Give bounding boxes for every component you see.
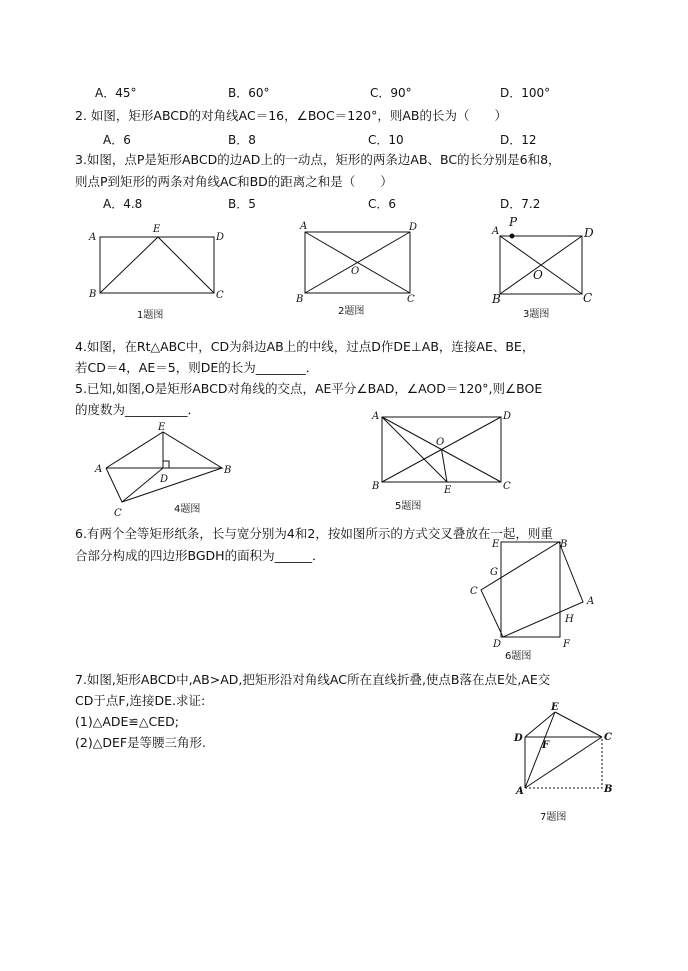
q1-option-d: D．100° bbox=[500, 86, 551, 100]
q3-option-a: A．4.8 bbox=[103, 197, 143, 211]
f4-label-c: C bbox=[114, 508, 122, 519]
f3-label-o: O bbox=[533, 268, 543, 282]
q6-line2: 合部分构成的四边形BGDH的面积为______． bbox=[75, 548, 325, 563]
f5-label-c: C bbox=[503, 481, 511, 492]
q7-line2: CD于点F,连接DE.求证: bbox=[75, 693, 206, 708]
f1-triangle-sides bbox=[100, 237, 214, 293]
f7-label-b: B bbox=[604, 784, 613, 795]
f6-caption: 6题图 bbox=[505, 651, 532, 662]
q1-option-b: B．60° bbox=[228, 86, 270, 100]
q1-option-c: C．90° bbox=[370, 86, 412, 100]
q7-line1: 7.如图,矩形ABCD中,AB>AD,把矩形沿对角线AC所在直线折叠,使点B落在点E处,AE交 bbox=[75, 672, 551, 687]
q2-option-a: A．6 bbox=[103, 133, 131, 147]
f5-bisector-ae bbox=[382, 417, 447, 482]
f1-caption: 1题图 bbox=[137, 310, 164, 321]
f6-label-a: A bbox=[587, 596, 595, 607]
q6-line1: 6.有两个全等矩形纸条，长与宽分别为4和2，按如图所示的方式交叉叠放在一起，则重 bbox=[75, 526, 553, 541]
f7-label-e: E bbox=[551, 702, 559, 713]
f6-label-d: D bbox=[493, 639, 502, 650]
f6-label-c: C bbox=[470, 586, 478, 597]
f5-label-e: E bbox=[444, 485, 452, 496]
figure-1 bbox=[85, 220, 235, 325]
f3-label-p: P bbox=[509, 215, 518, 229]
f4-caption: 4题图 bbox=[174, 504, 201, 515]
q2-option-b: B．8 bbox=[228, 133, 256, 147]
f1-label-c: C bbox=[216, 290, 224, 301]
f7-label-a: A bbox=[516, 786, 524, 797]
figure-7 bbox=[505, 700, 630, 825]
q5-line2: 的度数为__________． bbox=[75, 402, 201, 417]
f7-side-ec bbox=[555, 712, 602, 737]
f2-label-d: D bbox=[409, 222, 418, 233]
f7-diagonal-ac bbox=[525, 737, 602, 788]
f3-label-a: A bbox=[492, 226, 500, 237]
f6-vertical-strip bbox=[501, 542, 560, 637]
f6-label-g: G bbox=[490, 567, 498, 578]
f6-label-h: H bbox=[565, 614, 574, 625]
f5-label-d: D bbox=[503, 411, 512, 422]
f6-label-b: B bbox=[560, 539, 568, 550]
q3-line1: 3.如图，点P是矩形ABCD的边AD上的一动点，矩形的两条边AB、BC的长分别是6和8， bbox=[75, 152, 561, 167]
f4-label-b: B bbox=[224, 465, 232, 476]
f6-label-f: F bbox=[563, 639, 570, 650]
figure-3 bbox=[485, 213, 605, 323]
f2-label-b: B bbox=[296, 294, 304, 305]
f2-label-a: A bbox=[300, 221, 308, 232]
f7-side-ae bbox=[525, 712, 555, 788]
f7-label-f: F bbox=[542, 740, 550, 751]
f4-right-angle-mark bbox=[163, 461, 169, 468]
f2-label-c: C bbox=[407, 294, 415, 305]
f1-label-b: B bbox=[89, 289, 97, 300]
f1-label-e: E bbox=[153, 224, 161, 235]
f5-label-o: O bbox=[436, 437, 445, 448]
q3-option-b: B．5 bbox=[228, 197, 256, 211]
q5-line1: 5.已知,如图,O是矩形ABCD对角线的交点，AE平分∠BAD，∠AOD＝120°,则∠BOE bbox=[75, 381, 543, 396]
f4-label-d: D bbox=[160, 474, 169, 485]
f4-triangle-abe bbox=[106, 432, 222, 468]
q3-option-c: C．6 bbox=[368, 197, 397, 211]
f2-label-o: O bbox=[351, 266, 360, 277]
f1-label-a: A bbox=[89, 232, 97, 243]
f7-label-c: C bbox=[604, 732, 612, 743]
q2-option-d: D．12 bbox=[500, 133, 537, 147]
q3-option-d: D．7.2 bbox=[500, 197, 541, 211]
f7-label-d: D bbox=[514, 733, 523, 744]
f4-label-e: E bbox=[158, 422, 166, 433]
q7-item2: (2)△DEF是等腰三角形. bbox=[75, 735, 207, 750]
f6-label-e: E bbox=[492, 539, 500, 550]
f4-label-a: A bbox=[95, 464, 103, 475]
f3-label-b: B bbox=[492, 292, 501, 306]
f3-label-d: D bbox=[584, 226, 594, 240]
f3-caption: 3题图 bbox=[523, 309, 550, 320]
f1-label-d: D bbox=[216, 232, 225, 243]
figure-6 bbox=[465, 532, 605, 664]
q2-text: 2. 如图，矩形ABCD的对角线AC＝16，∠BOC＝120°，则AB的长为（ ） bbox=[75, 108, 507, 123]
f7-caption: 7题图 bbox=[540, 812, 567, 823]
f4-segment-cd bbox=[122, 468, 163, 502]
q4-line1: 4.如图，在Rt△ABC中，CD为斜边AB上的中线，过点D作DE⊥AB，连接AE、BE， bbox=[75, 339, 535, 354]
f2-caption: 2题图 bbox=[338, 306, 365, 317]
q1-option-a: A．45° bbox=[95, 86, 137, 100]
f1-rectangle bbox=[100, 237, 214, 293]
q3-line2: 则点P到矩形的两条对角线AC和BD的距离之和是（ ） bbox=[75, 174, 393, 189]
figure-2 bbox=[290, 218, 425, 323]
f3-point-p bbox=[510, 234, 515, 239]
f5-caption: 5题图 bbox=[395, 501, 422, 512]
q2-option-c: C．10 bbox=[368, 133, 404, 147]
f5-label-b: B bbox=[372, 481, 380, 492]
q4-line2: 若CD＝4，AE＝5，则DE的长为________． bbox=[75, 360, 319, 375]
figure-5 bbox=[370, 405, 515, 515]
q7-item1: (1)△ADE≌△CED; bbox=[75, 714, 179, 729]
figure-4 bbox=[90, 420, 240, 520]
f5-label-a: A bbox=[372, 411, 380, 422]
f3-label-c: C bbox=[583, 291, 593, 305]
